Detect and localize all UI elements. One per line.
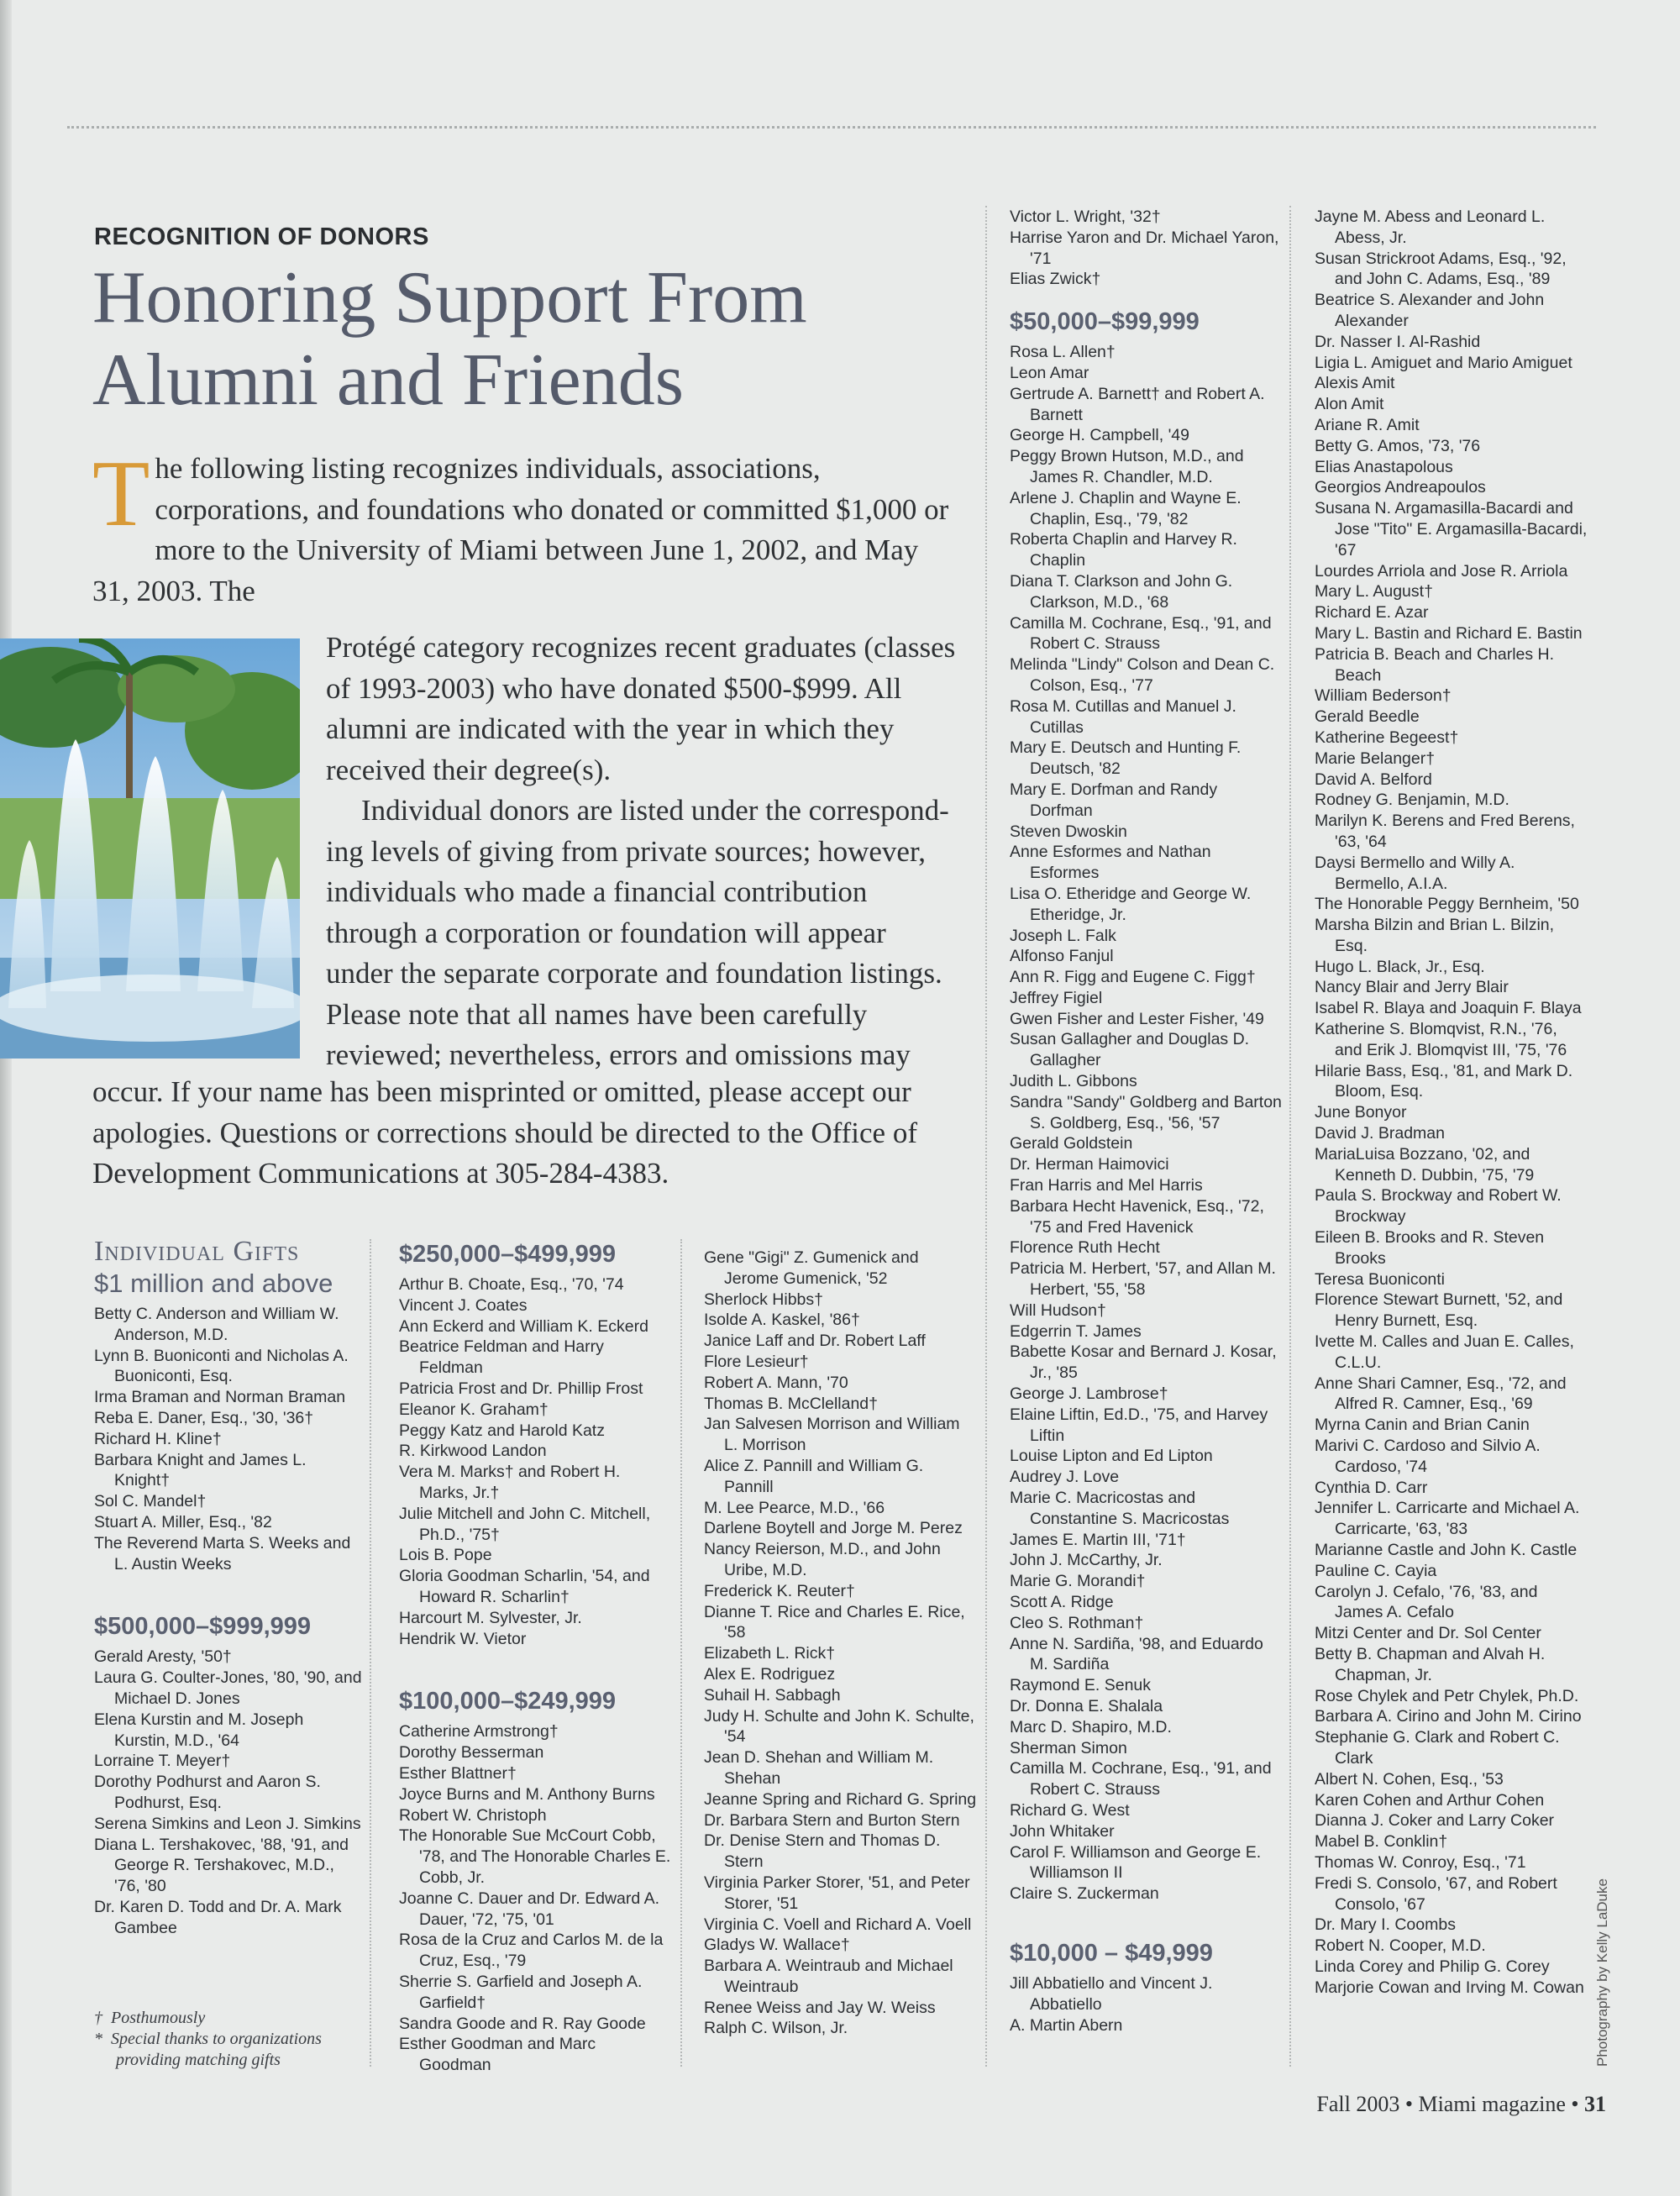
donor-entry: Albert N. Cohen, Esq., '53 xyxy=(1315,1769,1504,1789)
donor-entry: Darlene Boytell and Jorge M. Perez xyxy=(704,1519,963,1538)
column-rule xyxy=(1289,206,1291,2067)
donor-entry: Gloria Goodman Scharlin, '54, and Howard R. Scharlin† xyxy=(399,1567,650,1606)
donor-entry: Cleo S. Rothman† xyxy=(1010,1613,1144,1632)
donor-entry: Hilarie Bass, Esq., '81, and Mark D. Bloom, Esq. xyxy=(1315,1061,1573,1101)
donor-entry: Carol F. Williamson and George E. Williamson II xyxy=(1010,1842,1262,1883)
donor-entry: Ann R. Figg and Eugene C. Figg† xyxy=(1010,968,1256,987)
donor-entry: John J. McCarthy, Jr. xyxy=(1010,1551,1163,1570)
donor-entry: Anne Esformes and Nathan Esformes xyxy=(1010,843,1211,883)
donor-entry: The Honorable Sue McCourt Cobb, '78, and The Honorable Charles E. Cobb, Jr. xyxy=(399,1826,671,1887)
donor-entry: Pauline C. Cayia xyxy=(1315,1561,1437,1580)
donor-entry: Diana L. Tershakovec, '88, '91, and George R. Tershakovec, M.D., '76, '80 xyxy=(94,1835,349,1896)
donor-entry: Arthur B. Choate, Esq., '70, '74 xyxy=(399,1275,624,1294)
donor-entry: Mabel B. Conklin† xyxy=(1315,1832,1448,1852)
donor-entry: Lourdes Arriola and Jose R. Arriola xyxy=(1315,561,1568,581)
donor-entry: Dr. Herman Haimovici xyxy=(1010,1155,1169,1174)
donor-entry: Eleanor K. Graham† xyxy=(399,1400,549,1419)
donor-entry: Jill Abbatiello and Vincent J. Abbatiello xyxy=(1010,1973,1213,2014)
donor-list xyxy=(1010,1973,1283,2036)
donor-entry: Ariane R. Amit xyxy=(1315,415,1420,434)
donor-entry: Peggy Katz and Harold Katz xyxy=(399,1421,605,1440)
donor-entry: Mitzi Center and Dr. Sol Center xyxy=(1315,1624,1541,1643)
donor-entry: Virginia Parker Storer, '51, and Peter Storer, '51 xyxy=(704,1873,970,1913)
donor-entry: Irma Braman and Norman Braman xyxy=(94,1388,346,1407)
intro-text-2b: occur. If your name has been misprinted or omitted, please accept our apologies. Questions or corrections should be directed to the Office of Development Communications at 305-284-4383. xyxy=(92,1075,917,1190)
donor-entry: Harcourt M. Sylvester, Jr. xyxy=(399,1608,582,1627)
donor-entry: Anne Shari Camner, Esq., '72, and Alfred R. Camner, Esq., '69 xyxy=(1315,1374,1567,1414)
donor-entry: George H. Campbell, '49 xyxy=(1010,426,1189,445)
donor-entry: Jeffrey Figiel xyxy=(1010,988,1103,1007)
donor-entry: Isolde A. Kaskel, '86† xyxy=(704,1311,860,1330)
donor-entry: Teresa Buoniconti xyxy=(1315,1269,1446,1289)
donor-entry: Jeanne Spring and Richard G. Spring xyxy=(704,1789,977,1809)
donor-entry: Thomas B. McClelland† xyxy=(704,1394,878,1413)
intro-paragraph-1b xyxy=(326,628,958,791)
donor-entry: Will Hudson† xyxy=(1010,1300,1106,1320)
footnote-text: Posthumously xyxy=(111,2009,206,2027)
donor-entry: Marjorie Cowan and Irving M. Cowan xyxy=(1315,1978,1584,1997)
section-kicker: RECOGNITION OF DONORS xyxy=(94,223,429,250)
donor-entry: Dorothy Podhurst and Aaron S. Podhurst, Esq. xyxy=(94,1773,321,1812)
donor-entry: Betty C. Anderson and William W. Anderson, M.D. xyxy=(94,1305,339,1344)
donor-entry: Hendrik W. Vietor xyxy=(399,1629,527,1648)
donor-entry: Robert N. Cooper, M.D. xyxy=(1315,1936,1486,1956)
donor-entry: The Reverend Marta S. Weeks and L. Austin Weeks xyxy=(94,1533,351,1573)
donor-entry: Frederick K. Reuter† xyxy=(704,1581,855,1600)
donor-entry: Barbara Knight and James L. Knight† xyxy=(94,1450,307,1490)
donor-entry: Marilyn K. Berens and Fred Berens, '63, '64 xyxy=(1315,812,1575,851)
donor-entry: Alex E. Rodriguez xyxy=(704,1664,836,1684)
donor-entry: Susan Gallagher and Douglas D. Gallagher xyxy=(1010,1030,1250,1070)
donor-entry: John Whitaker xyxy=(1010,1821,1115,1841)
donor-entry: Betty G. Amos, '73, '76 xyxy=(1315,436,1481,455)
photo-credit: Photography by Kelly LaDuke xyxy=(1594,1878,1610,2067)
donor-entry: Sherrie S. Garfield and Joseph A. Garfield† xyxy=(399,1972,643,2012)
donor-entry: Paula S. Brockway and Robert W. Brockway xyxy=(1315,1186,1562,1227)
donor-entry: Marc D. Shapiro, M.D. xyxy=(1010,1717,1172,1736)
donor-entry: Elena Kurstin and M. Joseph Kurstin, M.D., '64 xyxy=(94,1710,304,1750)
footnote-posthumous xyxy=(94,2008,371,2029)
donor-entry: Linda Corey and Philip G. Corey xyxy=(1315,1957,1550,1976)
column-3 xyxy=(704,1248,977,2039)
donor-entry: Elaine Liftin, Ed.D., '75, and Harvey Liftin xyxy=(1010,1405,1268,1445)
donor-entry: Rose Chylek and Petr Chylek, Ph.D. xyxy=(1315,1686,1579,1705)
donor-entry: Beatrice S. Alexander and John Alexander xyxy=(1315,291,1545,330)
donor-entry: Alon Amit xyxy=(1315,395,1384,414)
donor-list xyxy=(704,1248,977,2039)
footnote-symbol: * xyxy=(94,2030,102,2048)
donor-entry: Gerald Aresty, '50† xyxy=(94,1647,232,1667)
donor-entry: Laura G. Coulter-Jones, '80, '90, and Michael D. Jones xyxy=(94,1668,362,1708)
donor-entry: Lois B. Pope xyxy=(399,1546,492,1565)
donor-entry: Judith L. Gibbons xyxy=(1010,1072,1137,1091)
donor-entry: Robert W. Christoph xyxy=(399,1805,547,1825)
donor-entry: Florence Stewart Burnett, '52, and Henry Burnett, Esq. xyxy=(1315,1290,1563,1331)
donor-entry: Stephanie G. Clark and Robert C. Clark xyxy=(1315,1728,1560,1768)
donor-entry: Jayne M. Abess and Leonard L. Abess, Jr. xyxy=(1315,208,1546,247)
donor-entry: Karen Cohen and Arthur Cohen xyxy=(1315,1790,1545,1810)
donor-entry: David J. Bradman xyxy=(1315,1124,1445,1143)
donor-entry: Hugo L. Black, Jr., Esq. xyxy=(1315,957,1485,976)
donor-entry: Mary E. Dorfman and Randy Dorfman xyxy=(1010,780,1218,820)
donor-entry: Dr. Donna E. Shalala xyxy=(1010,1696,1163,1715)
donor-entry: Roberta Chaplin and Harvey R. Chaplin xyxy=(1010,530,1237,570)
donor-entry: Gertrude A. Barnett† and Robert A. Barnett xyxy=(1010,384,1265,424)
donor-entry: Leon Amar xyxy=(1010,363,1089,382)
donor-entry: Fredi S. Consolo, '67, and Robert Consolo, '67 xyxy=(1315,1873,1557,1914)
donor-entry: The Honorable Peggy Bernheim, '50 xyxy=(1315,895,1579,914)
section-heading: $250,000–$499,999 xyxy=(399,1241,617,1268)
page-edge xyxy=(0,0,12,2196)
donor-entry: Ann Eckerd and William K. Eckerd xyxy=(399,1316,648,1336)
donor-entry: Gwen Fisher and Lester Fisher, '49 xyxy=(1010,1009,1264,1028)
donor-entry: Isabel R. Blaya and Joaquin F. Blaya xyxy=(1315,999,1582,1018)
donor-entry: Patricia Frost and Dr. Phillip Frost xyxy=(399,1379,643,1398)
section-subheading: $1 million and above xyxy=(94,1269,333,1298)
donor-entry: Elias Anastapolous xyxy=(1315,457,1453,476)
donor-entry: Suhail H. Sabbagh xyxy=(704,1685,841,1705)
donor-entry: Dr. Barbara Stern and Burton Stern xyxy=(704,1810,960,1830)
donor-entry: Sol C. Mandel† xyxy=(94,1492,207,1511)
donor-entry: Judy H. Schulte and John K. Schulte, '54 xyxy=(704,1706,974,1747)
donor-entry: Barbara A. Cirino and John M. Cirino xyxy=(1315,1707,1582,1726)
donor-entry: Joyce Burns and M. Anthony Burns xyxy=(399,1784,655,1804)
donor-entry: Babette Kosar and Bernard J. Kosar, Jr., '85 xyxy=(1010,1342,1277,1383)
donor-entry: Rosa L. Allen† xyxy=(1010,343,1116,362)
intro-text-1a: he following listing recognizes individuals, associations, corporations, and foundations who donated or committed $1,000 or more to the University of Miami between June 1, 2002, and May 31, 2003. The xyxy=(92,452,949,607)
donor-entry: Ralph C. Wilson, Jr. xyxy=(704,2019,848,2038)
fountain-illustration xyxy=(0,638,300,1059)
section-heading: $10,000 – $49,999 xyxy=(1010,1939,1213,1967)
donor-entry: Janice Laff and Dr. Robert Laff xyxy=(704,1332,926,1351)
donor-entry: Daysi Bermello and Willy A. Bermello, A.I.A. xyxy=(1315,853,1515,893)
donor-entry: Dr. Karen D. Todd and Dr. A. Mark Gambee xyxy=(94,1897,342,1937)
donor-entry: Harrise Yaron and Dr. Michael Yaron, '71 xyxy=(1010,228,1279,268)
donor-entry: David A. Belford xyxy=(1315,770,1432,789)
donor-entry: Myrna Canin and Brian Canin xyxy=(1315,1416,1530,1435)
donor-entry: Gerald Beedle xyxy=(1315,707,1420,727)
donor-entry: Sherman Simon xyxy=(1010,1738,1127,1757)
footnotes xyxy=(94,2008,371,2071)
section-heading: $100,000–$249,999 xyxy=(399,1688,617,1715)
donor-entry: Camilla M. Cochrane, Esq., '91, and Robert C. Strauss xyxy=(1010,1759,1272,1799)
top-rule xyxy=(67,126,1596,129)
donor-entry: Marivi C. Cardoso and Silvio A. Cardoso, '74 xyxy=(1315,1437,1541,1476)
donor-entry: Barbara Hecht Havenick, Esq., '72, '75 and Fred Havenick xyxy=(1010,1196,1264,1237)
donor-entry: R. Kirkwood Landon xyxy=(399,1442,547,1461)
donor-entry: Rosa de la Cruz and Carlos M. de la Cruz, Esq., '79 xyxy=(399,1931,664,1971)
donor-entry: Alice Z. Pannill and William G. Pannill xyxy=(704,1456,924,1496)
donor-entry: Arlene J. Chaplin and Wayne E. Chaplin, Esq., '79, '82 xyxy=(1010,488,1242,528)
donor-entry: Gene "Gigi" Z. Gumenick and Jerome Gumenick, '52 xyxy=(704,1248,919,1288)
donor-entry: Lisa O. Etheridge and George W. Etheridge, Jr. xyxy=(1010,884,1252,924)
donor-entry: Renee Weiss and Jay W. Weiss xyxy=(704,1998,936,2017)
donor-entry: Patricia B. Beach and Charles H. Beach xyxy=(1315,644,1555,685)
donor-entry: Cynthia D. Carr xyxy=(1315,1478,1428,1497)
column-rule xyxy=(985,206,987,2067)
donor-entry: Rosa M. Cutillas and Manuel J. Cutillas xyxy=(1010,696,1236,737)
donor-entry: Joseph L. Falk xyxy=(1010,926,1116,945)
donor-entry: Rodney G. Benjamin, M.D. xyxy=(1315,791,1509,810)
donor-entry: Flore Lesieur† xyxy=(704,1352,809,1371)
donor-entry: Dr. Mary I. Coombs xyxy=(1315,1915,1456,1935)
fountain-photo xyxy=(0,638,300,1059)
donor-entry: MariaLuisa Bozzano, '02, and Kenneth D. Dubbin, '75, '79 xyxy=(1315,1144,1535,1185)
column-2 xyxy=(399,1239,672,2076)
donor-entry: Esther Blattner† xyxy=(399,1763,517,1783)
donor-entry: Camilla M. Cochrane, Esq., '91, and Robert C. Strauss xyxy=(1010,613,1272,654)
column-1 xyxy=(94,1237,363,1939)
donor-entry: Carolyn J. Cefalo, '76, '83, and James A. Cefalo xyxy=(1315,1582,1538,1622)
intro-paragraph-1a xyxy=(92,442,958,612)
donor-entry: Robert A. Mann, '70 xyxy=(704,1373,848,1392)
donor-entry: Marie C. Macricostas and Constantine S. Macricostas xyxy=(1010,1489,1230,1528)
donor-entry: George J. Lambrose† xyxy=(1010,1384,1168,1404)
donor-entry: Jean D. Shehan and William M. Shehan xyxy=(704,1748,934,1788)
column-rule xyxy=(370,1239,371,2067)
donor-entry: Ligia L. Amiguet and Mario Amiguet xyxy=(1315,353,1572,372)
donor-entry: Sherlock Hibbs† xyxy=(704,1290,823,1309)
donor-entry: Alexis Amit xyxy=(1315,374,1395,393)
donor-entry: Gladys W. Wallace† xyxy=(704,1936,850,1955)
donor-entry: Mary E. Deutsch and Hunting F. Deutsch, '82 xyxy=(1010,738,1242,779)
donor-list xyxy=(1010,207,1283,290)
donor-list xyxy=(399,1721,672,2076)
intro-text-1b: Protégé category recognizes recent graduates (classes of 1993-2003) who have donated $500-$999. All alumni are indicated with the year in which they received their degree(s). xyxy=(326,631,956,786)
donor-entry: Patricia M. Herbert, '57, and Allan M. Herbert, '55, '58 xyxy=(1010,1259,1276,1300)
donor-entry: Reba E. Daner, Esq., '30, '36† xyxy=(94,1408,314,1427)
donor-entry: James E. Martin III, '71† xyxy=(1010,1530,1186,1549)
donor-entry: Raymond E. Senuk xyxy=(1010,1676,1152,1695)
donor-entry: Jan Salvesen Morrison and William L. Morrison xyxy=(704,1415,960,1455)
donor-entry: Scott A. Ridge xyxy=(1010,1593,1114,1611)
donor-entry: Gerald Goldstein xyxy=(1010,1134,1133,1153)
donor-list xyxy=(94,1304,363,1574)
column-5 xyxy=(1315,207,1588,1999)
donor-entry: Diana T. Clarkson and John G. Clarkson, M.D., '68 xyxy=(1010,571,1233,612)
donor-entry: Sandra Goode and R. Ray Goode xyxy=(399,2014,646,2033)
donor-entry: Katherine S. Blomqvist, R.N., '76, and Erik J. Blomqvist III, '75, '76 xyxy=(1315,1020,1567,1059)
section-heading: Individual Gifts xyxy=(94,1236,300,1267)
donor-entry: Beatrice Feldman and Harry Feldman xyxy=(399,1337,604,1378)
donor-entry: Richard E. Azar xyxy=(1315,603,1429,623)
intro-paragraph-2a xyxy=(326,791,958,1076)
donor-entry: Jennifer L. Carricarte and Michael A. Carricarte, '63, '83 xyxy=(1315,1499,1580,1539)
donor-entry: Edgerrin T. James xyxy=(1010,1321,1142,1341)
donor-entry: Eileen B. Brooks and R. Steven Brooks xyxy=(1315,1228,1545,1268)
donor-entry: Julie Mitchell and John C. Mitchell, Ph.D., '75† xyxy=(399,1504,651,1544)
donor-entry: Dr. Denise Stern and Thomas D. Stern xyxy=(704,1831,941,1872)
donor-entry: Lynn B. Buoniconti and Nicholas A. Buoniconti, Esq. xyxy=(94,1346,349,1386)
column-rule xyxy=(680,1239,682,2067)
donor-entry: William Bederson† xyxy=(1315,686,1452,706)
intro-paragraph-2b xyxy=(92,1072,958,1195)
donor-entry: Fran Harris and Mel Harris xyxy=(1010,1176,1203,1195)
footnote-text: Special thanks to organizations providing matching gifts xyxy=(111,2030,322,2069)
donor-entry: Dr. Nasser I. Al-Rashid xyxy=(1315,332,1481,351)
donor-entry: A. Martin Abern xyxy=(1010,2015,1123,2035)
donor-entry: Stuart A. Miller, Esq., '82 xyxy=(94,1512,272,1531)
donor-entry: Steven Dwoskin xyxy=(1010,822,1127,841)
donor-entry: Marianne Castle and John K. Castle xyxy=(1315,1541,1578,1559)
donor-entry: Mary L. August† xyxy=(1315,582,1433,602)
donor-entry: Catherine Armstrong† xyxy=(399,1722,559,1742)
donor-list xyxy=(94,1647,363,1938)
donor-entry: Thomas W. Conroy, Esq., '71 xyxy=(1315,1852,1526,1872)
donor-entry: Marie G. Morandi† xyxy=(1010,1572,1146,1591)
donor-entry: Serena Simkins and Leon J. Simkins xyxy=(94,1814,361,1833)
donor-entry: Nancy Reierson, M.D., and John Uribe, M.D. xyxy=(704,1540,941,1579)
donor-list xyxy=(1010,342,1283,1904)
donor-entry: Susana N. Argamasilla-Bacardi and Jose "Tito" E. Argamasilla-Bacardi, '67 xyxy=(1315,499,1588,560)
donor-entry: Marsha Bilzin and Brian L. Bilzin, Esq. xyxy=(1315,916,1555,955)
footnote-matching xyxy=(94,2029,371,2071)
donor-list xyxy=(1315,207,1588,1999)
donor-entry: Claire S. Zuckerman xyxy=(1010,1884,1159,1904)
page-title: Honoring Support From Alumni and Friends xyxy=(92,257,807,421)
donor-entry: Nancy Blair and Jerry Blair xyxy=(1315,978,1509,997)
donor-entry: Alfonso Fanjul xyxy=(1010,947,1114,966)
donor-entry: Lorraine T. Meyer† xyxy=(94,1752,231,1771)
donor-entry: Marie Belanger† xyxy=(1315,749,1436,768)
donor-entry: Richard H. Kline† xyxy=(94,1429,222,1448)
page-footer xyxy=(1316,2092,1606,2117)
donor-entry: Melinda "Lindy" Colson and Dean C. Colson, Esq., '77 xyxy=(1010,655,1275,695)
donor-entry: Barbara A. Weintraub and Michael Weintraub xyxy=(704,1957,953,1996)
donor-entry: Peggy Brown Hutson, M.D., and James R. Chandler, M.D. xyxy=(1010,447,1244,486)
footer-text: Fall 2003 • Miami magazine • xyxy=(1316,2092,1579,2116)
donor-list xyxy=(399,1274,672,1649)
donor-entry: Dorothy Besserman xyxy=(399,1743,544,1763)
donor-entry: Vera M. Marks† and Robert H. Marks, Jr.† xyxy=(399,1463,621,1502)
donor-entry: Louise Lipton and Ed Lipton xyxy=(1010,1447,1213,1466)
donor-entry: Florence Ruth Hecht xyxy=(1010,1238,1160,1258)
section-heading: $50,000–$99,999 xyxy=(1010,308,1200,336)
footnote-symbol: † xyxy=(94,2009,102,2027)
donor-entry: June Bonyor xyxy=(1315,1103,1407,1122)
donor-entry: Anne N. Sardiña, '98, and Eduardo M. Sardiña xyxy=(1010,1634,1263,1674)
donor-entry: Katherine Begeest† xyxy=(1315,728,1459,747)
column-4 xyxy=(1010,207,1283,2036)
donor-entry: Georgios Andreapoulos xyxy=(1315,478,1486,497)
donor-entry: Ivette M. Calles and Juan E. Calles, C.L.U. xyxy=(1315,1332,1574,1372)
donor-entry: Richard G. West xyxy=(1010,1800,1130,1820)
dropcap: T xyxy=(92,442,150,546)
donor-entry: Mary L. Bastin and Richard E. Bastin xyxy=(1315,623,1583,643)
donor-entry: Vincent J. Coates xyxy=(399,1295,528,1315)
donor-entry: Elizabeth L. Rick† xyxy=(704,1644,836,1663)
donor-entry: Audrey J. Love xyxy=(1010,1468,1120,1487)
donor-entry: Esther Goodman and Marc Goodman xyxy=(399,2035,596,2075)
intro-text-2a: Individual donors are listed under the correspond-ing levels of giving from private sources; however, individuals who made a financial contribution through a corporation or foundation will appear under the separate corporate and foundation listings. Please note that all names have been carefully reviewed; nevertheless, errors and omissions may xyxy=(326,794,949,1071)
donor-entry: Joanne C. Dauer and Dr. Edward A. Dauer, '72, '75, '01 xyxy=(399,1889,660,1929)
donor-entry: Virginia C. Voell and Richard A. Voell xyxy=(704,1915,972,1934)
donor-entry: Sandra "Sandy" Goldberg and Barton S. Goldberg, Esq., '56, '57 xyxy=(1010,1092,1282,1132)
donor-entry: Victor L. Wright, '32† xyxy=(1010,208,1161,226)
donor-entry: Susan Strickroot Adams, Esq., '92, and John C. Adams, Esq., '89 xyxy=(1315,249,1567,289)
section-heading: $500,000–$999,999 xyxy=(94,1613,312,1641)
page-number: 31 xyxy=(1584,2092,1606,2116)
donor-entry: M. Lee Pearce, M.D., '66 xyxy=(704,1498,885,1517)
donor-entry: Dianne T. Rice and Charles E. Rice, '58 xyxy=(704,1602,965,1642)
donor-entry: Betty B. Chapman and Alvah H. Chapman, Jr. xyxy=(1315,1644,1546,1684)
donor-entry: Dianna J. Coker and Larry Coker xyxy=(1315,1811,1555,1831)
donor-entry: Elias Zwick† xyxy=(1010,270,1101,289)
